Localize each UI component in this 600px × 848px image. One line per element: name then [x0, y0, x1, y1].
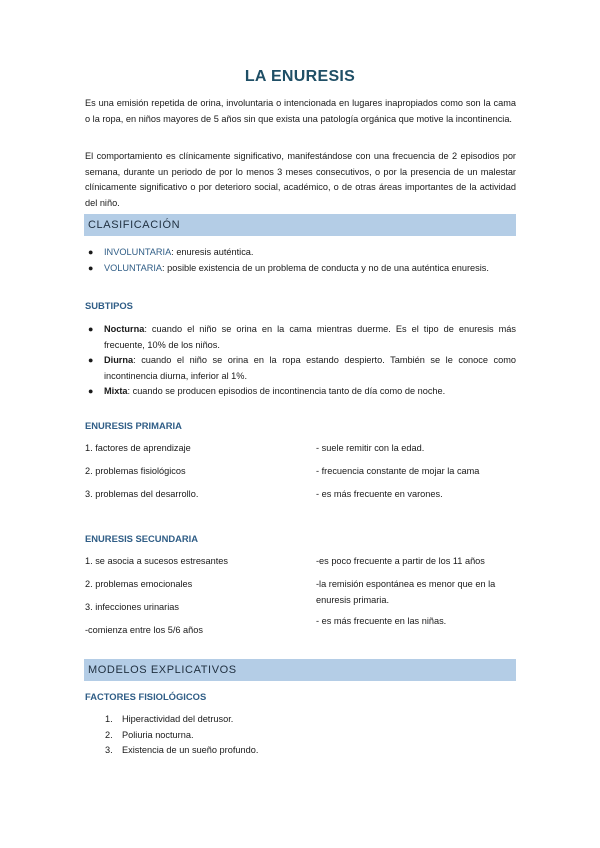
- secundaria-right-1: -es poco frecuente a partir de los 11 años: [316, 556, 485, 566]
- item-text: Poliuria nocturna.: [122, 729, 194, 740]
- item-text: : cuando se producen episodios de incontinencia tanto de día como de noche.: [127, 386, 446, 396]
- list-item: [85, 384, 516, 400]
- item-term: Mixta: [104, 386, 128, 396]
- list-item: [85, 322, 516, 353]
- primaria-right-1: - suele remitir con la edad.: [316, 443, 425, 453]
- item-text: Existencia de un sueño profundo.: [122, 745, 259, 755]
- primaria-left-1: 1. factores de aprendizaje: [85, 443, 191, 453]
- list-item: [85, 353, 516, 384]
- intro-paragraph-2: El comportamiento es clínicamente significativo, manifestándose con una frecuencia de 2 episodios por semana, durante un periodo de por lo menos 3 meses consecutivos, o por la presencia de un malestar clínicamente significativo o por deterioro social, académico, o de otras áreas importantes de la actividad del niño.: [85, 151, 516, 208]
- subtipos-list: [85, 322, 516, 400]
- item-text: : cuando el niño se orina en la ropa estando despierto. También se le conoce como incontinencia diurna, inferior al 1%.: [104, 355, 516, 381]
- item-term: INVOLUNTARIA: [104, 247, 172, 257]
- secundaria-left-1: 1. se asocia a sucesos estresantes: [85, 556, 228, 566]
- item-number: 1.: [105, 714, 113, 724]
- secundaria-left-3: 3. infecciones urinarias: [85, 602, 179, 612]
- primaria-right-2: - frecuencia constante de mojar la cama: [316, 466, 480, 476]
- bullet-icon: ●: [88, 262, 94, 273]
- secundaria-left-2: 2. problemas emocionales: [85, 579, 193, 589]
- bullet-icon: ●: [88, 324, 94, 334]
- bullet-icon: ●: [88, 386, 94, 396]
- bullet-icon: ●: [88, 355, 94, 365]
- intro-paragraph-1: Es una emisión repetida de orina, involuntaria o intencionada en lugares inapropiados como son la cama o la ropa, en niños mayores de 5 años sin que exista una patología orgánica que motive la incontinencia.: [85, 98, 516, 124]
- item-text: : posible existencia de un problema de conducta y no de una auténtica enuresis.: [162, 262, 489, 273]
- item-text: Hiperactividad del detrusor.: [122, 714, 234, 724]
- list-item: [105, 728, 505, 744]
- clasificacion-list: [85, 245, 516, 276]
- section-heading-modelos-explicativos: MODELOS EXPLICATIVOS: [84, 659, 516, 681]
- primaria-left-3: 3. problemas del desarrollo.: [85, 489, 199, 499]
- item-term: Nocturna: [104, 324, 145, 334]
- list-item: [85, 245, 516, 261]
- subheading-subtipos: SUBTIPOS: [85, 300, 133, 311]
- item-term: Diurna: [104, 355, 134, 365]
- item-text: : enuresis auténtica.: [171, 247, 254, 257]
- bullet-icon: ●: [88, 247, 94, 257]
- item-term: VOLUNTARIA: [104, 262, 163, 273]
- list-item: [105, 743, 505, 759]
- primaria-right-3: - es más frecuente en varones.: [316, 489, 443, 499]
- factores-list: [105, 712, 505, 759]
- subheading-enuresis-secundaria: ENURESIS SECUNDARIA: [85, 533, 199, 544]
- item-number: 2.: [105, 729, 113, 740]
- section-heading-clasificacion: CLASIFICACIÓN: [84, 214, 516, 236]
- item-text: : cuando el niño se orina en la cama mientras duerme. Es el tipo de enuresis más frecuente, 10% de los niños.: [104, 324, 516, 350]
- list-item: [85, 261, 516, 277]
- secundaria-right-3: - es más frecuente en las niñas.: [316, 616, 447, 626]
- secundaria-left-4: -comienza entre los 5/6 años: [85, 625, 203, 635]
- secundaria-right-2: -la remisión espontánea es menor que en la enuresis primaria.: [316, 579, 496, 605]
- page-title: LA ENURESIS: [244, 68, 356, 85]
- subheading-factores-fisiologicos: FACTORES FISIOLÓGICOS: [85, 691, 207, 702]
- list-item: [105, 712, 505, 728]
- primaria-left-2: 2. problemas fisiológicos: [85, 466, 186, 476]
- subheading-enuresis-primaria: ENURESIS PRIMARIA: [85, 420, 182, 431]
- item-number: 3.: [105, 745, 113, 755]
